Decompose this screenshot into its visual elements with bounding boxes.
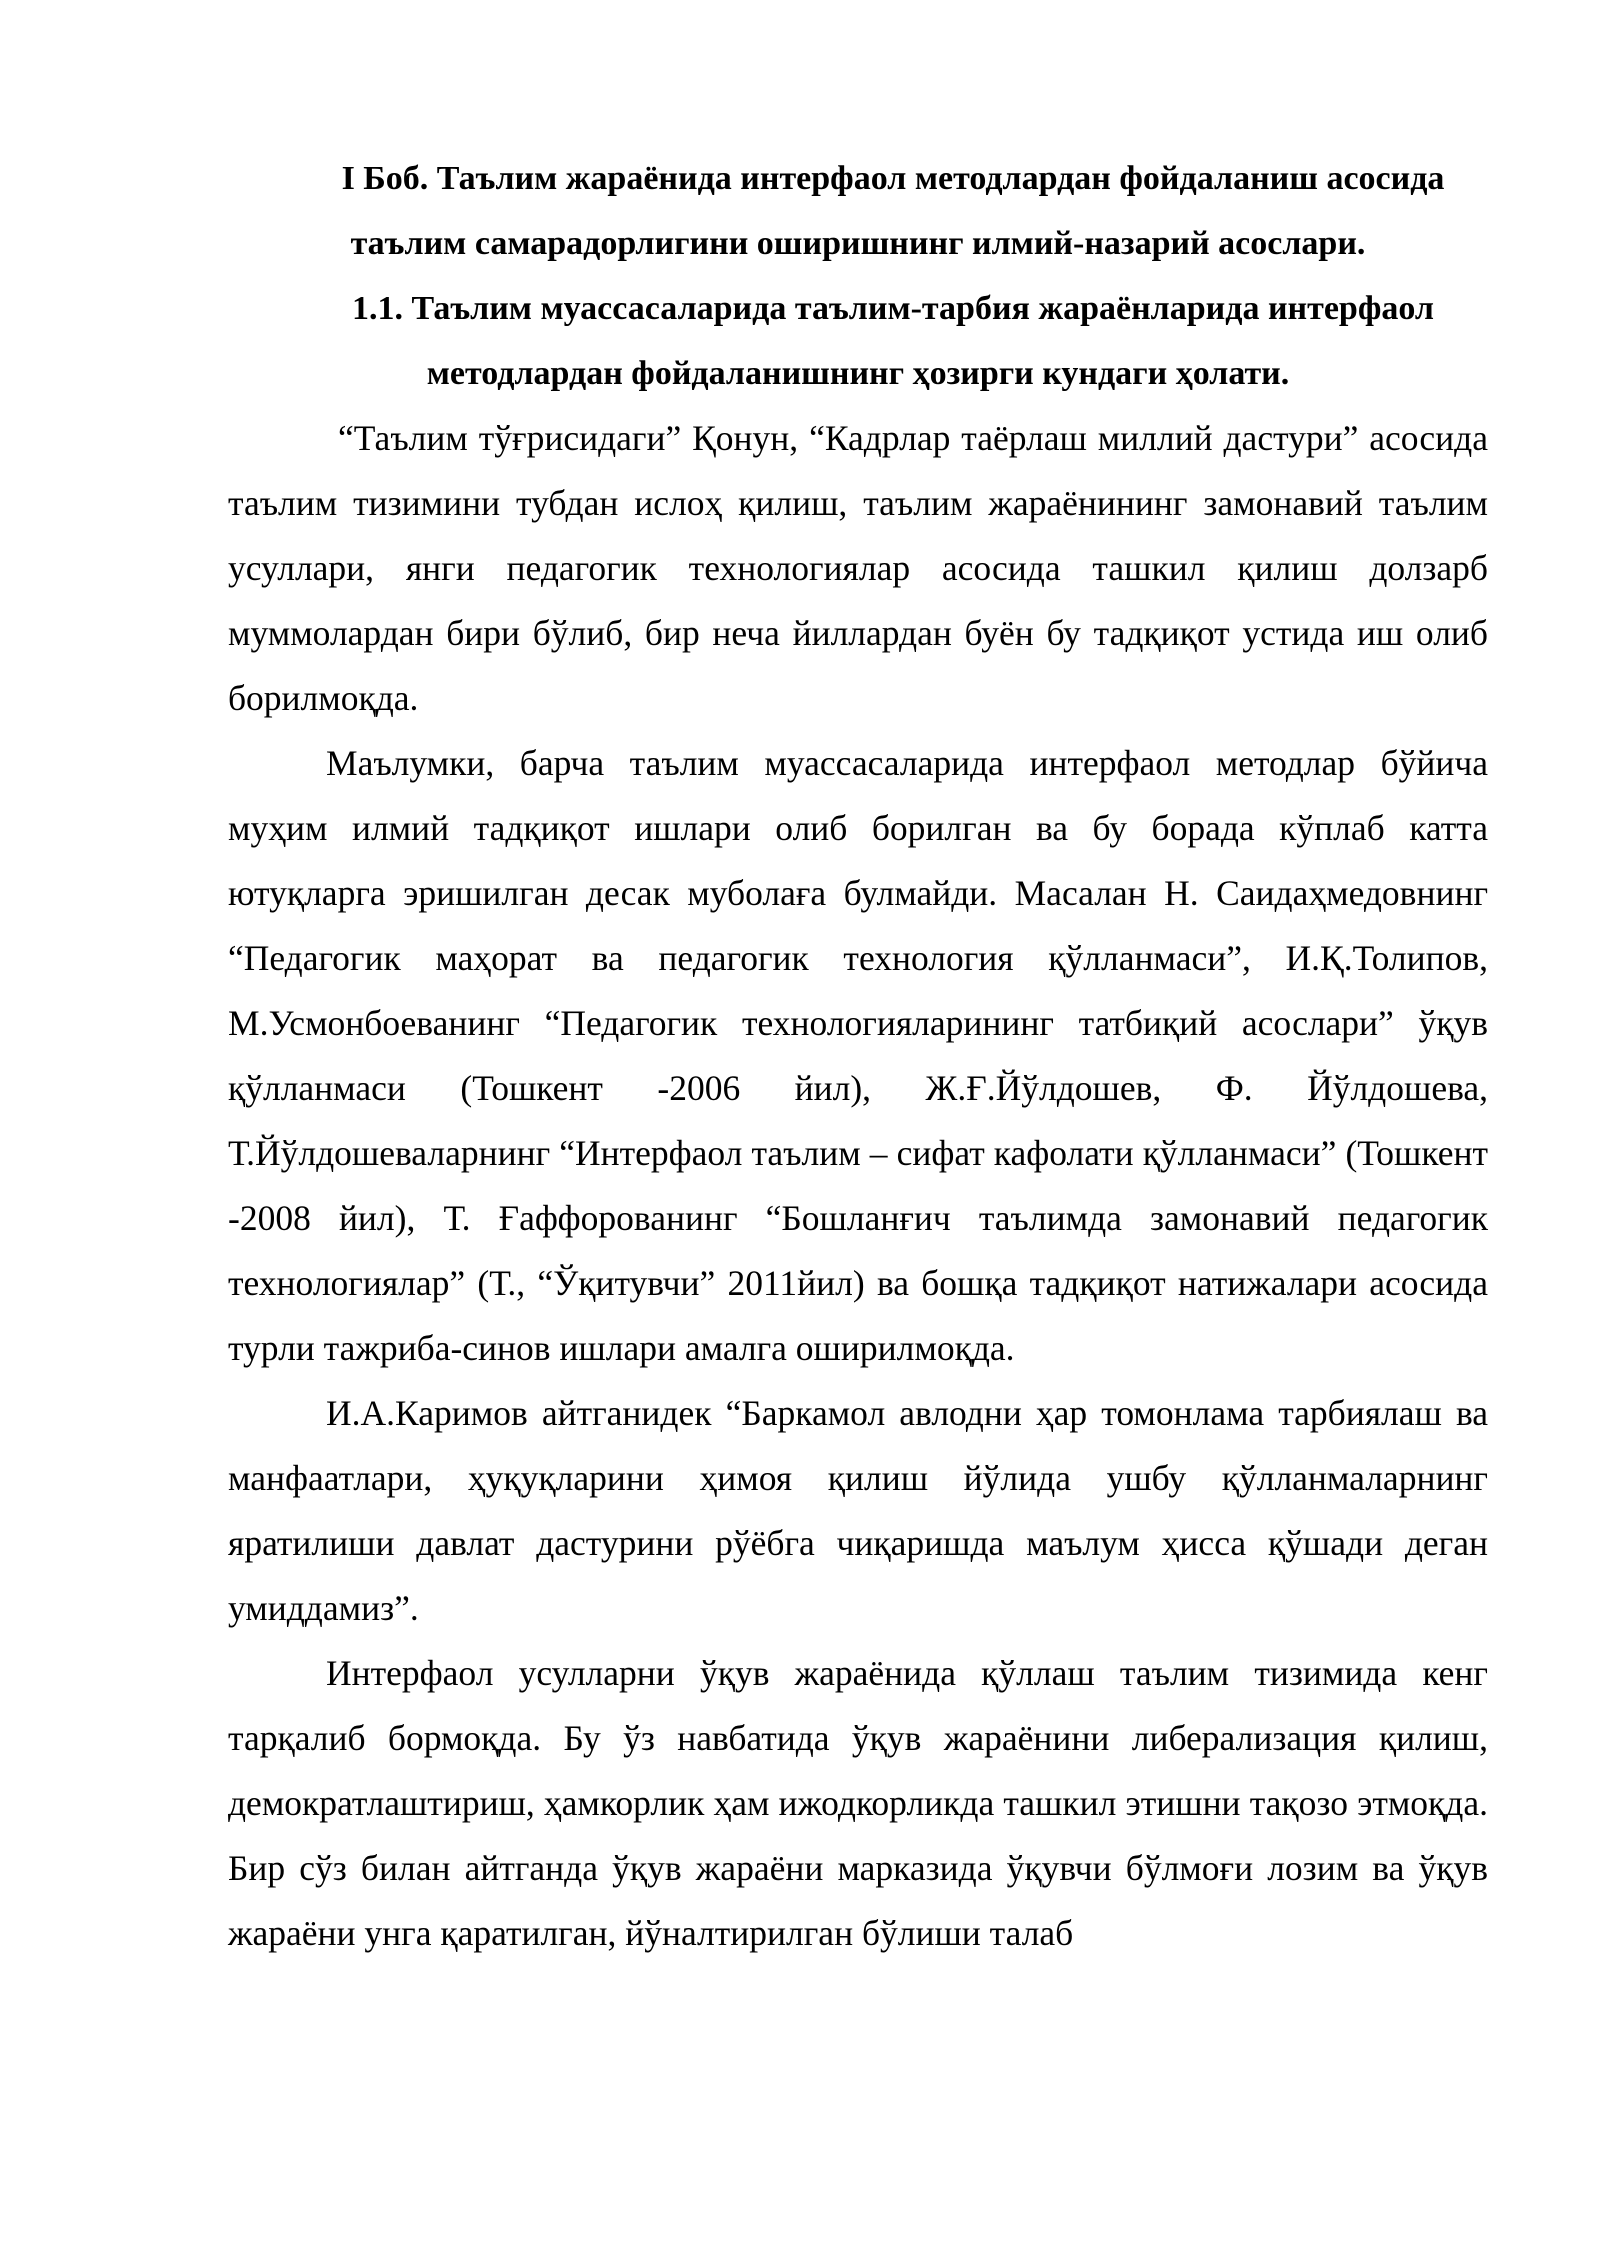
- chapter-heading-text: I Боб. Таълим жараёнида интерфаол методлардан фойдаланиш асосида таълим самарадорлигини оширишнинг илмий-назарий асослари.: [341, 160, 1445, 262]
- page-content: [228, 146, 1488, 1966]
- body-paragraph: И.А.Каримов айтганидек “Баркамол авлодни ҳар томонлама тарбиялаш ва манфаатлари, ҳуқуқларини ҳимоя қилиш йўлида ушбу қўлланмаларнинг яратилиши давлат дастурини рўёбга чиқаришда маълум ҳисса қўшади деган умиддамиз”.: [228, 1393, 1488, 1628]
- body-paragraph: Маълумки, барча таълим муассасаларида интерфаол методлар бўйича муҳим илмий тадқиқот ишлари олиб борилган ва бу борада кўплаб катта ютуқларга эришилган десак муболаға булмайди. Масалан Н. Саидаҳмедовнинг “Педагогик маҳорат ва педагогик технология қўлланмаси”, И.Қ.Толипов, М.Усмонбоеванинг “Педагогик технологияларининг татбиқий асослари” ўқув қўлланмаси (Тошкент -2006 йил), Ж.Ғ.Йўлдошев, Ф. Йўлдошева, Т.Йўлдошеваларнинг “Интерфаол таълим – сифат кафолати қўлланмаси” (Тошкент -2008 йил), Т. Ғаффорованинг “Бошланғич таълимда замонавий педагогик технологиялар” (Т., “Ўқитувчи” 2011йил) ва бошқа тадқиқот натижалари асосида турли тажриба-синов ишлари амалга оширилмоқда.: [228, 743, 1488, 1368]
- body-paragraph: “Таълим тўғрисидаги” Қонун, “Кадрлар таёрлаш миллий дастури” асосида таълим тизимини тубдан ислоҳ қилиш, таълим жараёнининг замонавий таълим усуллари, янги педагогик технологиялар асосида ташкил қилиш долзарб муммолардан бири бўлиб, бир неча йиллардан буён бу тадқиқот устида иш олиб борилмоқда.: [228, 418, 1488, 718]
- chapter-heading: [228, 146, 1488, 276]
- section-heading-text: 1.1. Таълим муассасаларида таълим-тарбия жараёнларида интерфаол методлардан фойдаланишнинг ҳозирги кундаги ҳолати.: [351, 290, 1434, 392]
- body-paragraph: Интерфаол усулларни ўқув жараёнида қўллаш таълим тизимида кенг тарқалиб бормоқда. Бу ўз навбатида ўқув жараёнини либерализация қилиш, демократлаштириш, ҳамкорлик ҳам ижодкорликда ташкил этишни тақозо этмоқда. Бир сўз билан айтганда ўқув жараёни марказида ўқувчи бўлмоғи лозим ва ўқув жараёни унга қаратилган, йўналтирилган бўлиши талаб: [228, 1653, 1488, 1953]
- section-heading: [228, 276, 1488, 406]
